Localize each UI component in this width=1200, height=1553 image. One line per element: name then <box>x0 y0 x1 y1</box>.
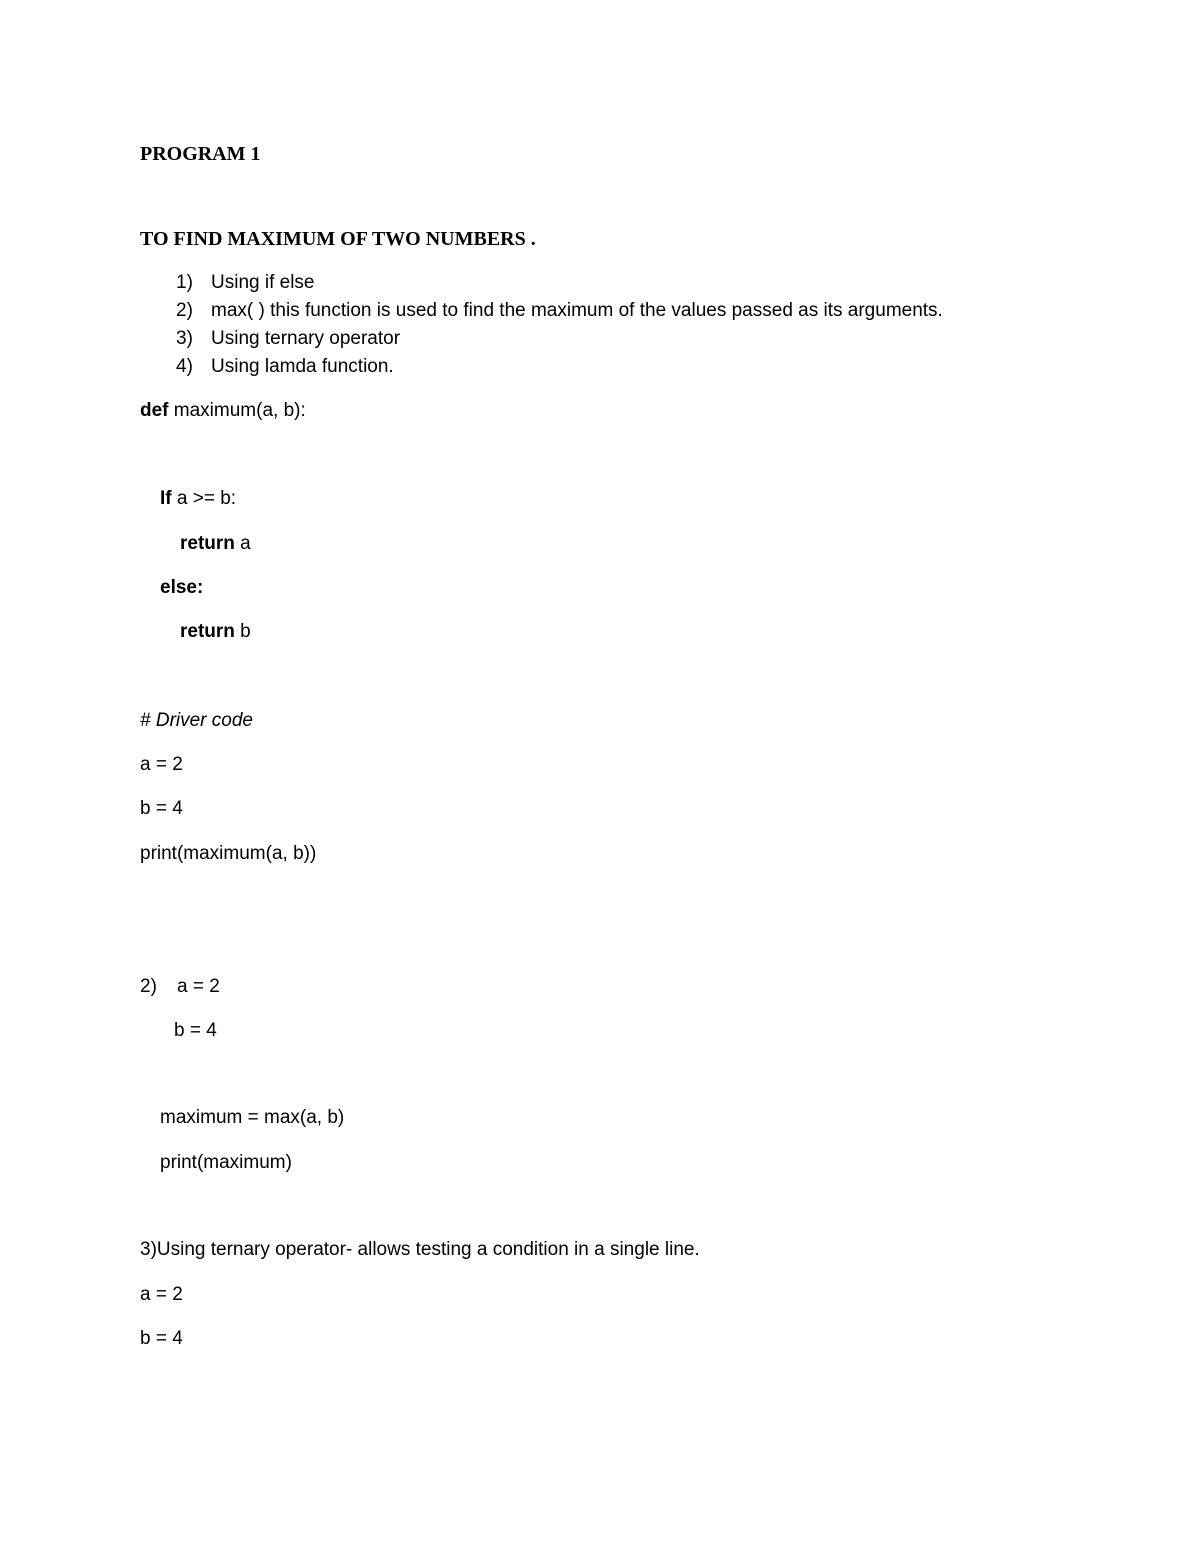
code-line-assign-a: a = 2 <box>140 754 183 775</box>
code-text: a >= b: <box>171 488 237 509</box>
list-item-text: max( ) this function is used to find the maximum of the values passed as its arguments. <box>211 300 943 321</box>
section-heading: 3)Using ternary operator- allows testing a condition in a single line. <box>140 1239 700 1260</box>
list-item-text: Using ternary operator <box>211 328 401 349</box>
code-line-assign-a: a = 2 <box>140 1284 183 1305</box>
list-item-number: 2) <box>176 300 193 321</box>
list-item-text: Using lamda function. <box>211 356 394 377</box>
code-line-return-b <box>180 620 251 644</box>
code-line-return-a <box>180 532 251 556</box>
code-line-assign-b: b = 4 <box>140 1328 183 1349</box>
list-item-text: Using if else <box>211 272 315 293</box>
code-line-assign-b: b = 4 <box>174 1020 217 1041</box>
keyword-def: def <box>140 400 169 421</box>
program-title: TO FIND MAXIMUM OF TWO NUMBERS . <box>140 228 536 250</box>
keyword-return: return <box>180 533 235 554</box>
code-text: a <box>234 533 251 554</box>
code-line-print: print(maximum(a, b)) <box>140 843 317 864</box>
keyword-else: else: <box>160 577 204 598</box>
code-text: maximum(a, b): <box>168 400 306 421</box>
code-line-if <box>160 487 236 511</box>
list-item-number: 4) <box>176 356 193 377</box>
code-line-def <box>140 399 306 423</box>
list-item-number: 3) <box>176 328 193 349</box>
code-line-assign-b: b = 4 <box>140 798 183 819</box>
code-text: b <box>234 621 251 642</box>
list-item-number: 1) <box>176 272 193 293</box>
code-comment: # Driver code <box>140 710 253 731</box>
program-heading: PROGRAM 1 <box>140 143 261 165</box>
keyword-return: return <box>180 621 235 642</box>
code-line-max: maximum = max(a, b) <box>160 1107 345 1128</box>
code-line-assign-a: a = 2 <box>177 976 220 997</box>
section-number: 2) <box>140 976 157 997</box>
code-line-print: print(maximum) <box>160 1152 292 1173</box>
keyword-if: If <box>160 488 172 509</box>
